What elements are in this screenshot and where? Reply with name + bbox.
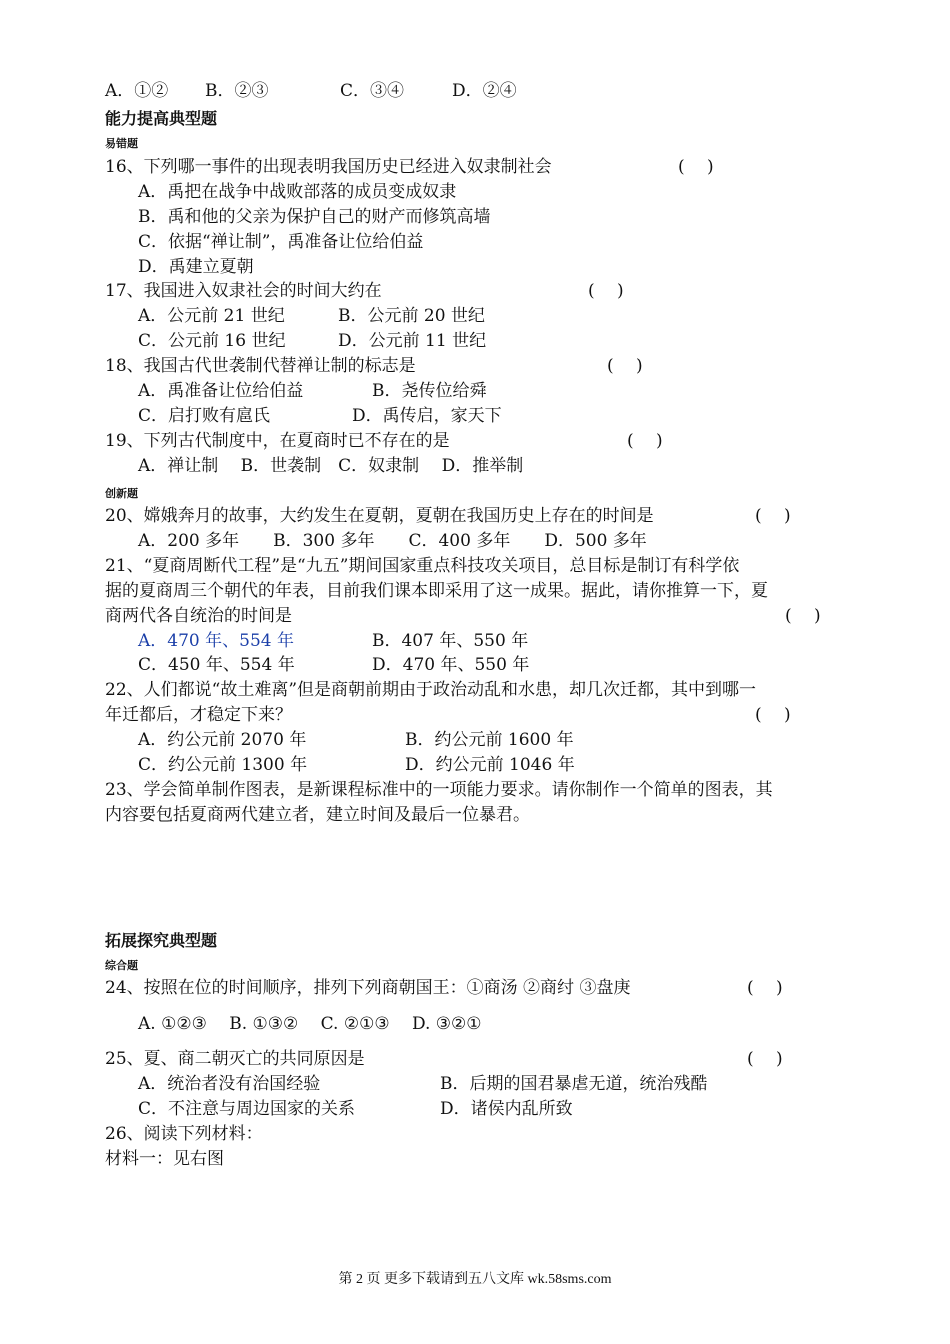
- option-c: C．③④: [340, 81, 405, 101]
- section-title-ability: 能力提高典型题: [105, 109, 218, 128]
- q16-option-d: D．禹建立夏朝: [138, 257, 254, 277]
- q16-option-c: C．依据“禅让制”，禹准备让位给伯益: [138, 232, 424, 252]
- q17-option-c: C．公元前 16 世纪: [138, 331, 286, 351]
- q17-stem: 17、我国进入奴隶社会的时间大约在: [105, 281, 382, 301]
- q21-option-b: B．407 年、550 年: [372, 631, 529, 651]
- q18-option-b: B．尧传位给舜: [372, 381, 487, 401]
- q18-option-c: C．启打败有扈氏: [138, 406, 271, 426]
- q21-paren: ( ): [785, 606, 821, 626]
- q25-paren: ( ): [747, 1049, 783, 1069]
- q21-option-d: D．470 年、550 年: [372, 655, 530, 675]
- q24-paren: ( ): [747, 978, 783, 998]
- subsection-comprehensive: 综合题: [105, 959, 138, 972]
- option-b: B．②③: [205, 81, 269, 101]
- q17-option-b: B．公元前 20 世纪: [338, 306, 485, 326]
- q25-option-a: A．统治者没有治国经验: [138, 1074, 321, 1094]
- q26-material-1: 材料一：见右图: [105, 1149, 224, 1169]
- q24-options: A. ①②③ B. ①③② C. ②①③ D. ③②①: [138, 1014, 482, 1034]
- q23-line-2: 内容要包括夏商两代建立者，建立时间及最后一位暴君。: [105, 805, 530, 825]
- q17-option-a: A．公元前 21 世纪: [138, 306, 285, 326]
- q26-stem: 26、阅读下列材料：: [105, 1124, 263, 1144]
- q25-option-d: D．诸侯内乱所致: [440, 1099, 573, 1119]
- q23-line-1: 23、学会简单制作图表，是新课程标准中的一项能力要求。请你制作一个简单的图表，其: [105, 780, 773, 800]
- q25-option-b: B．后期的国君暴虐无道，统治残酷: [440, 1074, 708, 1094]
- q25-option-c: C．不注意与周边国家的关系: [138, 1099, 356, 1119]
- q22-option-c: C．约公元前 1300 年: [138, 755, 308, 775]
- section-title-extension: 拓展探究典型题: [105, 931, 218, 950]
- option-d: D．②④: [452, 81, 517, 101]
- q19-paren: ( ): [627, 431, 663, 451]
- q17-option-d: D．公元前 11 世纪: [338, 331, 487, 351]
- page-footer: 第 2 页 更多下载请到五八文库 wk.58sms.com: [338, 1272, 612, 1287]
- q22-paren: ( ): [755, 705, 791, 725]
- q22-option-a: A．约公元前 2070 年: [138, 730, 307, 750]
- q20-paren: ( ): [755, 506, 791, 526]
- q16-paren: ( ): [678, 157, 714, 177]
- q16-option-a: A．禹把在战争中战败部落的成员变成奴隶: [138, 182, 457, 202]
- q21-line-1: 21、“夏商周断代工程”是“九五”期间国家重点科技攻关项目，总目标是制订有科学依: [105, 556, 740, 576]
- q22-line-1: 22、人们都说“故土难离”但是商朝前期由于政治动乱和水患，却几次迁都，其中到哪一: [105, 680, 757, 700]
- q22-option-d: D．约公元前 1046 年: [405, 755, 575, 775]
- q21-line-3: 商两代各自统治的时间是: [105, 606, 292, 626]
- option-a: A．①②: [105, 81, 169, 101]
- q18-stem: 18、我国古代世袭制代替禅让制的标志是: [105, 356, 416, 376]
- q18-option-d: D．禹传启，家天下: [352, 406, 502, 426]
- q16-option-b: B．禹和他的父亲为保护自己的财产而修筑高墙: [138, 207, 491, 227]
- q18-paren: ( ): [607, 356, 643, 376]
- q22-option-b: B．约公元前 1600 年: [405, 730, 574, 750]
- q18-option-a: A．禹准备让位给伯益: [138, 381, 304, 401]
- q20-stem: 20、嫦娥奔月的故事，大约发生在夏朝，夏朝在我国历史上存在的时间是: [105, 506, 654, 526]
- q22-line-2: 年迁都后，才稳定下来？: [105, 705, 292, 725]
- q21-line-2: 据的夏商周三个朝代的年表，目前我们课本即采用了这一成果。据此，请你推算一下，夏: [105, 581, 768, 601]
- q24-stem: 24、按照在位的时间顺序，排列下列商朝国王：①商汤 ②商纣 ③盘庚: [105, 978, 631, 998]
- q17-paren: ( ): [588, 281, 624, 301]
- q21-option-a: A．470 年、554 年: [138, 631, 294, 651]
- q16-stem: 16、下列哪一事件的出现表明我国历史已经进入奴隶制社会: [105, 157, 552, 177]
- q21-option-c: C．450 年、554 年: [138, 655, 295, 675]
- q19-stem: 19、下列古代制度中，在夏商时已不存在的是: [105, 431, 450, 451]
- q20-options: A．200 多年 B．300 多年 C．400 多年 D．500 多年: [138, 531, 647, 551]
- q25-stem: 25、夏、商二朝灭亡的共同原因是: [105, 1049, 365, 1069]
- subsection-innovation: 创新题: [105, 487, 138, 500]
- q19-options: A．禅让制 B．世袭制 C．奴隶制 D．推举制: [138, 456, 524, 476]
- subsection-error-prone: 易错题: [105, 137, 138, 150]
